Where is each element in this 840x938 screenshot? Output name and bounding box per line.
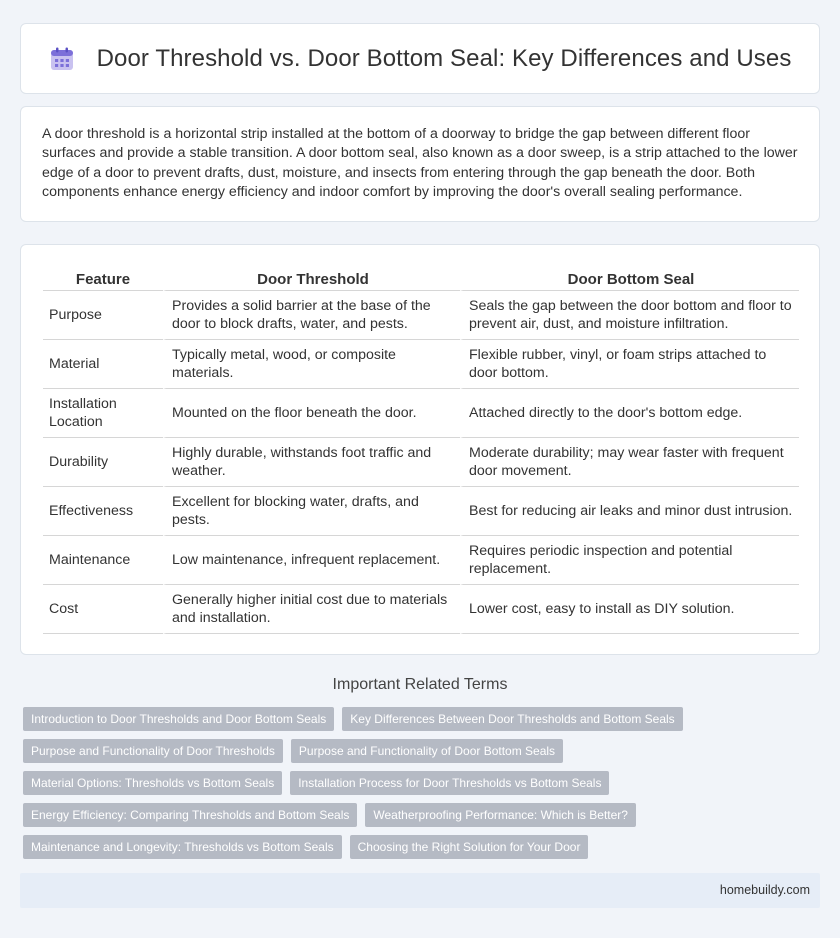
related-term-tag[interactable]: Energy Efficiency: Comparing Thresholds and Bottom Seals xyxy=(23,803,357,827)
table-header-row xyxy=(43,265,799,291)
header-door-threshold: Door Threshold xyxy=(163,265,460,291)
table-row xyxy=(43,487,799,536)
row-threshold-cell: Generally higher initial cost due to materials and installation. xyxy=(163,585,460,634)
row-feature-cell: Effectiveness xyxy=(43,487,163,536)
row-seal-cell: Requires periodic inspection and potential replacement. xyxy=(460,536,799,585)
row-feature-cell: Cost xyxy=(43,585,163,634)
footer xyxy=(20,873,820,908)
row-threshold-cell: Typically metal, wood, or composite materials. xyxy=(163,340,460,389)
related-term-tag[interactable]: Key Differences Between Door Thresholds and Bottom Seals xyxy=(342,707,682,731)
row-threshold-cell: Excellent for blocking water, drafts, and pests. xyxy=(163,487,460,536)
page-title: Door Threshold vs. Door Bottom Seal: Key Differences and Uses xyxy=(96,44,792,72)
row-feature-cell: Durability xyxy=(43,438,163,487)
row-seal-cell: Lower cost, easy to install as DIY solution. xyxy=(460,585,799,634)
row-threshold-cell: Highly durable, withstands foot traffic and weather. xyxy=(163,438,460,487)
row-seal-cell: Seals the gap between the door bottom and floor to prevent air, dust, and moisture infiltration. xyxy=(460,291,799,340)
header-card xyxy=(20,23,820,94)
comparison-table xyxy=(43,265,799,634)
row-threshold-cell: Low maintenance, infrequent replacement. xyxy=(163,536,460,585)
table-row xyxy=(43,536,799,585)
calendar-icon xyxy=(49,46,75,72)
table-row xyxy=(43,291,799,340)
row-threshold-cell: Provides a solid barrier at the base of the door to block drafts, water, and pests. xyxy=(163,291,460,340)
row-feature-cell: Purpose xyxy=(43,291,163,340)
related-term-tag[interactable]: Material Options: Thresholds vs Bottom Seals xyxy=(23,771,282,795)
row-feature-cell: Material xyxy=(43,340,163,389)
header-feature: Feature xyxy=(43,265,163,291)
table-row xyxy=(43,389,799,438)
footer-site-link[interactable]: homebuildy.com xyxy=(719,883,810,897)
row-threshold-cell: Mounted on the floor beneath the door. xyxy=(163,389,460,438)
intro-card xyxy=(20,106,820,222)
related-term-tag[interactable]: Purpose and Functionality of Door Bottom Seals xyxy=(291,739,563,763)
header-door-bottom-seal: Door Bottom Seal xyxy=(460,265,799,291)
table-row xyxy=(43,340,799,389)
row-seal-cell: Flexible rubber, vinyl, or foam strips attached to door bottom. xyxy=(460,340,799,389)
row-feature-cell: Maintenance xyxy=(43,536,163,585)
table-row xyxy=(43,438,799,487)
title-wrap xyxy=(49,45,792,73)
table-row xyxy=(43,585,799,634)
related-terms-list xyxy=(23,707,823,867)
intro-paragraph: A door threshold is a horizontal strip installed at the bottom of a doorway to bridge the gap between different floor surfaces and provide a stable transition. A door bottom seal, also known as a door sweep, is a strip attached to the lower edge of a door to prevent drafts, dust, moisture, and insects from entering through the gap beneath the door. Both components enhance energy efficiency and indoor comfort by improving the door's overall sealing performance. xyxy=(42,126,798,200)
row-seal-cell: Best for reducing air leaks and minor dust intrusion. xyxy=(460,487,799,536)
related-term-tag[interactable]: Installation Process for Door Thresholds vs Bottom Seals xyxy=(290,771,609,795)
related-term-tag[interactable]: Introduction to Door Thresholds and Door Bottom Seals xyxy=(23,707,334,731)
related-term-tag[interactable]: Choosing the Right Solution for Your Door xyxy=(350,835,589,859)
related-term-tag[interactable]: Weatherproofing Performance: Which is Better? xyxy=(365,803,636,827)
row-feature-cell: Installation Location xyxy=(43,389,163,438)
related-term-tag[interactable]: Maintenance and Longevity: Thresholds vs Bottom Seals xyxy=(23,835,342,859)
comparison-card xyxy=(20,244,820,655)
related-term-tag[interactable]: Purpose and Functionality of Door Thresholds xyxy=(23,739,283,763)
related-terms-heading: Important Related Terms xyxy=(332,676,508,693)
row-seal-cell: Attached directly to the door's bottom edge. xyxy=(460,389,799,438)
row-seal-cell: Moderate durability; may wear faster with frequent door movement. xyxy=(460,438,799,487)
